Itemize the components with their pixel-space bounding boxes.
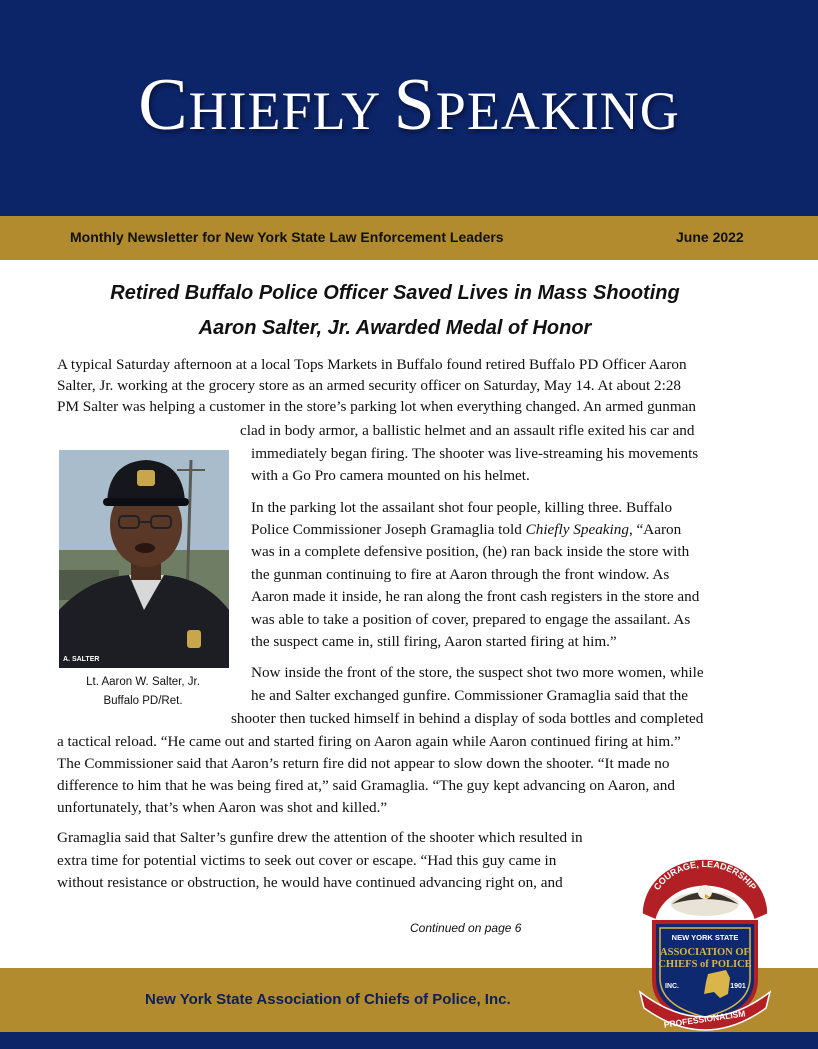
- tagline: Monthly Newsletter for New York State Law Enforcement Leaders: [70, 229, 504, 245]
- body-line: immediately began firing. The shooter was live-streaming his movements: [251, 445, 699, 462]
- body-line: the gunman continuing to fire at Aaron through the front window. As: [251, 566, 670, 583]
- body-line: Aaron made it inside, he ran along the front cash registers in the store and: [251, 588, 700, 605]
- body-line: A typical Saturday afternoon at a local Tops Markets in Buffalo found retired Buffalo PD Officer Aaron: [57, 356, 687, 373]
- tagline-band: [0, 216, 818, 260]
- body-line: In the parking lot the assailant shot four people, killing three. Buffalo: [251, 499, 673, 516]
- body-line: Now inside the front of the store, the suspect shot two more women, while: [251, 664, 704, 681]
- seal-arc-top: COURAGE, LEADERSHIP: [651, 858, 759, 892]
- photo-caption: Lt. Aaron W. Salter, Jr. Buffalo PD/Ret.: [86, 676, 200, 707]
- photo-name-tag: A. SALTER: [63, 656, 100, 663]
- seal-state: NEW YORK STATE: [671, 933, 739, 942]
- footer-organization: New York State Association of Chiefs of Police, Inc.: [145, 991, 511, 1008]
- body-line: PM Salter was helping a customer in the store’s parking lot when everything changed. An armed gunman: [57, 398, 696, 415]
- body-line: without resistance or obstruction, he would have continued advancing right on, and: [57, 874, 563, 891]
- continued-link[interactable]: Continued on page 6: [410, 921, 522, 935]
- association-seal-logo: [630, 852, 780, 1032]
- body-line: shooter then tucked himself in behind a display of soda bottles and completed: [231, 710, 704, 727]
- newsletter-title: CHIEFLY SPEAKING: [138, 64, 680, 146]
- footer-strip: [0, 1032, 818, 1049]
- body-line: difference to him that he was being fired at,” said Gramaglia. “The guy kept advancing on Aaron, and: [57, 777, 675, 794]
- body-line: Gramaglia said that Salter’s gunfire drew the attention of the shooter which resulted in: [57, 829, 583, 846]
- body-line: was able to take a position of cover, prepared to engage the assailant. As: [251, 611, 691, 628]
- body-line: extra time for potential victims to seek out cover or escape. “Had this guy came in: [57, 852, 557, 869]
- issue-date: June 2022: [676, 229, 744, 245]
- seal-arc-bottom: PROFESSIONALISM: [663, 1008, 746, 1030]
- masthead: [0, 0, 818, 216]
- officer-photo: [59, 450, 229, 668]
- body-line: unfortunately, that’s when Aaron was shot and killed.”: [57, 799, 388, 816]
- body-line: he and Salter exchanged gunfire. Commissioner Gramaglia said that the: [251, 687, 688, 704]
- body-line: the suspect came in, still firing, Aaron started firing at him.”: [251, 633, 617, 650]
- body-line: Police Commissioner Joseph Gramaglia told Chiefly Speaking, “Aaron: [251, 521, 682, 538]
- article-headline: Retired Buffalo Police Officer Saved Lives in Mass Shooting: [110, 282, 680, 304]
- body-line: clad in body armor, a ballistic helmet and an assault rifle exited his car and: [240, 422, 695, 439]
- portrait-illustration: [59, 450, 229, 668]
- seal-line1: ASSOCIATION OF: [660, 947, 750, 958]
- body-line: Salter, Jr. working at the grocery store as an armed security officer on Saturday, May 14. At about 2:28: [57, 377, 682, 394]
- seal-line2: CHIEFS of POLICE: [658, 959, 752, 970]
- body-line: was in a complete defensive position, (he) ran back inside the store with: [251, 543, 690, 560]
- body-line: a tactical reload. “He came out and started firing on Aaron again while Aaron continued firing at him.”: [57, 733, 681, 750]
- article-subheadline: Aaron Salter, Jr. Awarded Medal of Honor: [198, 317, 592, 339]
- seal-year: 1901: [730, 983, 746, 990]
- body-line: with a Go Pro camera mounted on his helmet.: [251, 467, 530, 484]
- seal-inc: INC.: [665, 983, 679, 990]
- body-line: The Commissioner said that Aaron’s return fire did not appear to slow down the shooter. “It made no: [57, 755, 670, 772]
